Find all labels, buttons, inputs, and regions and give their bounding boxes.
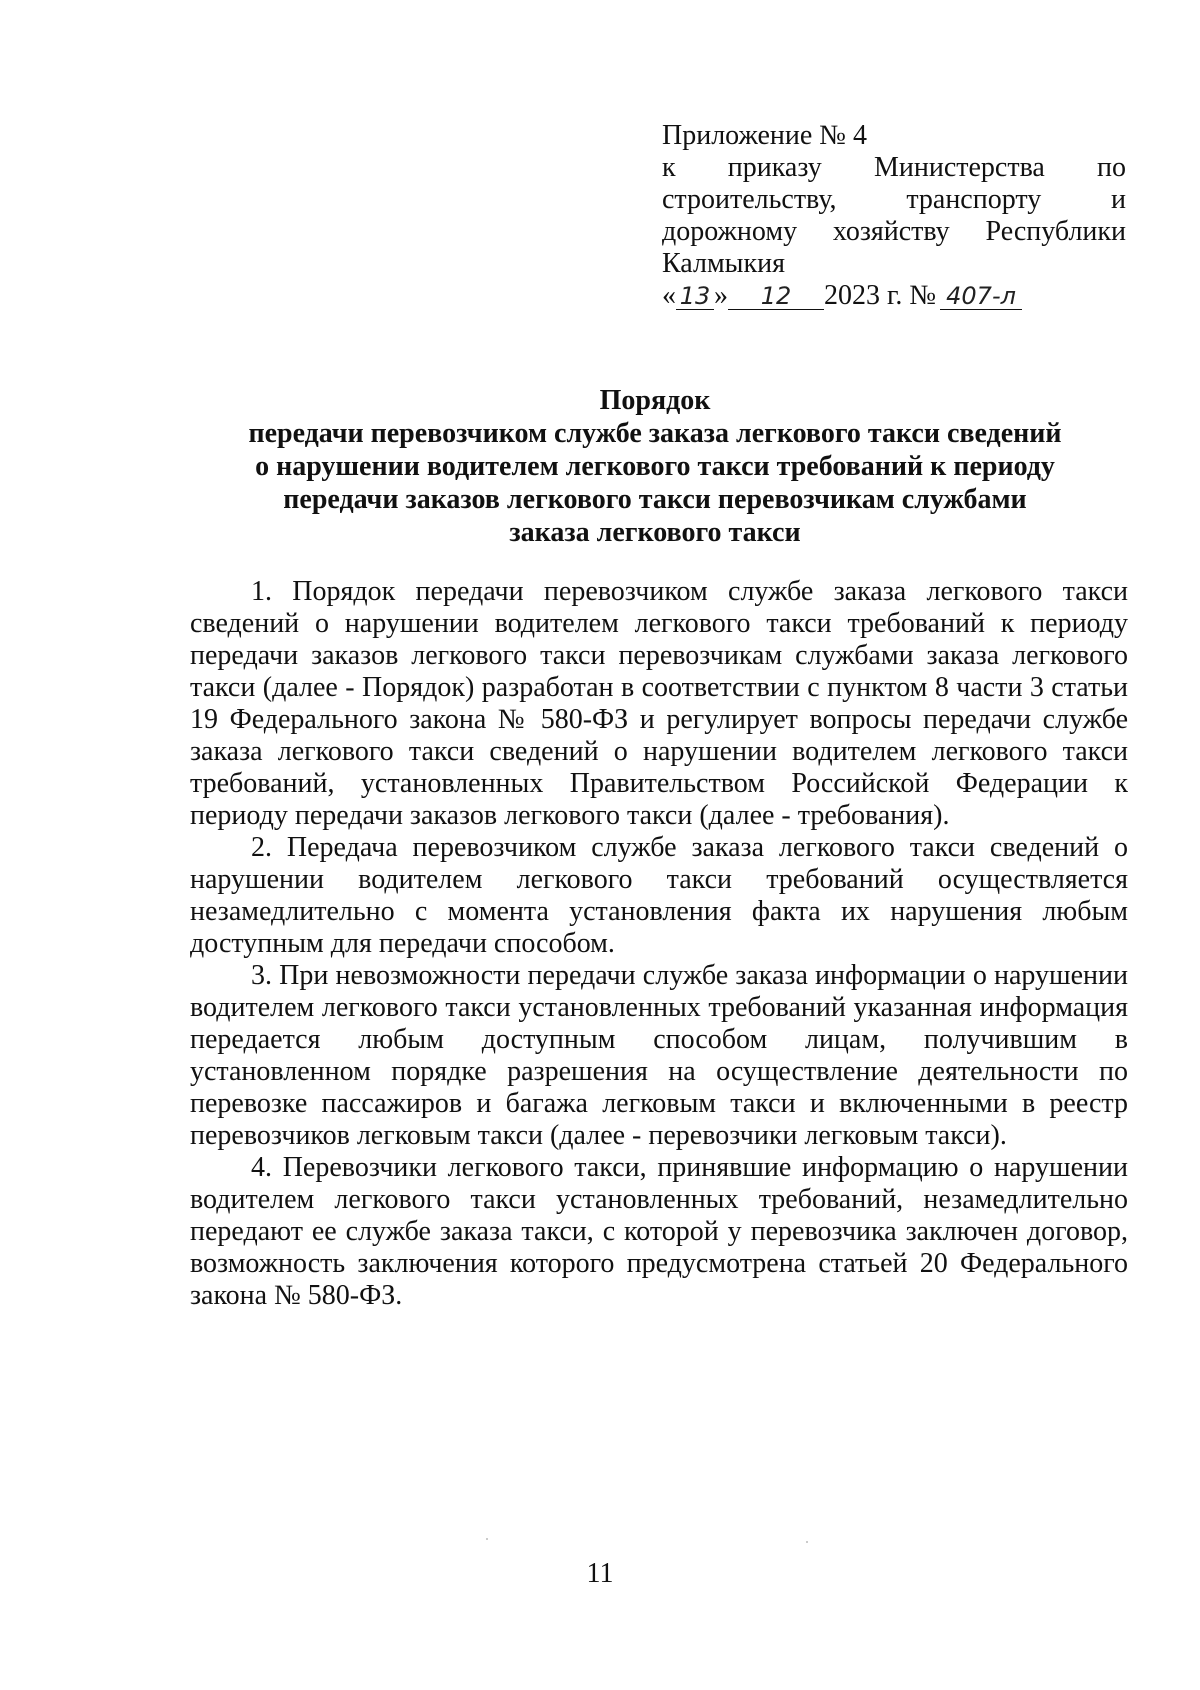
page-number: 11 <box>586 1558 614 1589</box>
annex-line: Калмыкия <box>662 248 785 279</box>
annex-header <box>662 120 1126 312</box>
title-line: передачи перевозчиком службе заказа легкового такси сведений <box>248 418 1062 449</box>
document-body <box>190 576 1128 1312</box>
handwritten-order-number: 407-л <box>940 283 1022 310</box>
title-line: заказа легкового такси <box>509 517 801 548</box>
annex-line: строительству, транспорту и <box>662 184 1126 215</box>
document-title <box>190 384 1120 549</box>
paragraph: 2. Передача перевозчиком службе заказа легкового такси сведений о нарушении водителем легкового такси требований осуществляется незамедлительно с момента установления факта их нарушения любым доступным для передачи способом. <box>190 832 1128 959</box>
quote-open: « <box>662 280 676 311</box>
annex-line: дорожному хозяйству Республики <box>662 216 1126 247</box>
paragraph: 4. Перевозчики легкового такси, принявшие информацию о нарушении водителем легкового такси установленных требований, незамедлительно передают ее службе заказа такси, с которой у перевозчика заключен договор, возможность заключения которого предусмотрена статьей 20 Федерального закона № 580-ФЗ. <box>190 1152 1128 1311</box>
order-date-line <box>662 280 1126 312</box>
title-line: Порядок <box>599 385 711 416</box>
quote-close: » <box>714 280 728 311</box>
annex-line: к приказу Министерства по <box>662 152 1126 183</box>
paragraph: 3. При невозможности передачи службе заказа информации о нарушении водителем легкового такси установленных требований указанная информация передается любым доступным способом лицам, получившим в установленном порядке разрешения на осуществление деятельности по перевозке пассажиров и багажа легковым такси и включенными в реестр перевозчиков легковым такси (далее - перевозчики легковым такси). <box>190 960 1128 1151</box>
scan-speck <box>806 1541 808 1543</box>
title-line: о нарушении водителем легкового такси требований к периоду <box>255 451 1055 482</box>
paragraph: 1. Порядок передачи перевозчиком службе заказа легкового такси сведений о нарушении водителем легкового такси требований к периоду передачи заказов легкового такси перевозчикам службами заказа легкового такси (далее - Порядок) разработан в соответствии с пунктом 8 части 3 статьи 19 Федерального закона № 580-ФЗ и регулирует вопросы передачи службе заказа легкового такси сведений о нарушении водителем легкового такси требований, установленных Правительством Российской Федерации к периоду передачи заказов легкового такси (далее - требования). <box>190 576 1128 831</box>
order-year-text: 2023 г. № <box>824 280 937 311</box>
annex-title: Приложение № 4 <box>662 120 867 151</box>
handwritten-day: 13 <box>676 283 714 310</box>
title-line: передачи заказов легкового такси перевозчикам службами <box>283 484 1027 515</box>
scan-speck <box>486 1538 488 1540</box>
handwritten-month: 12 <box>728 283 824 310</box>
